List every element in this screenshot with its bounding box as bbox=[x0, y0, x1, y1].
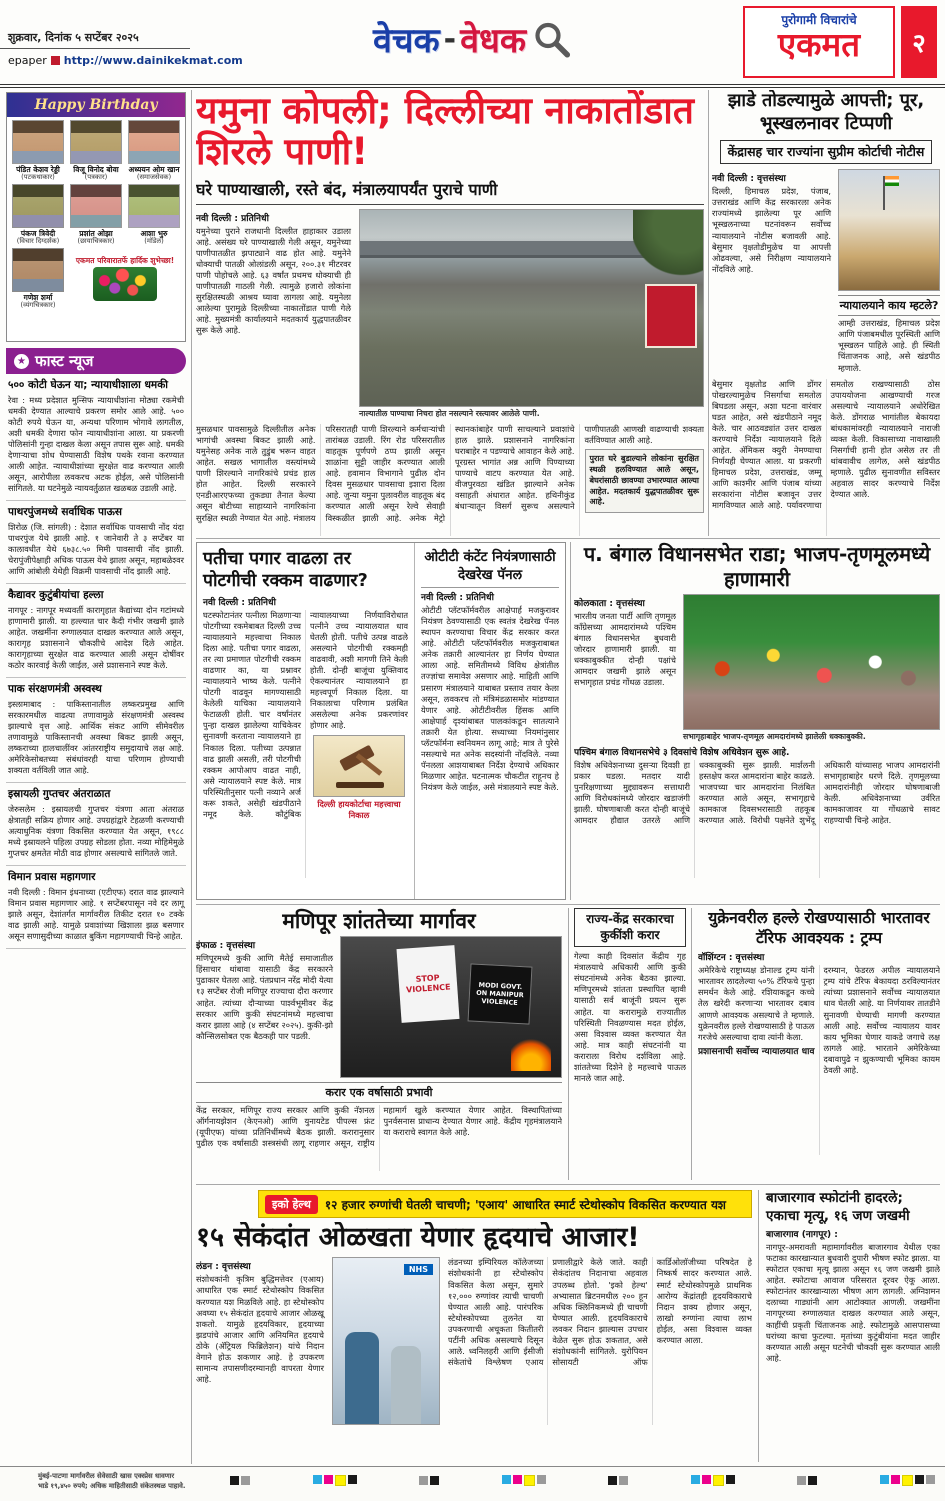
lead-body: यमुनेच्या पुराने राजधानी दिल्लीत हाहाकार उडाला आहे. असंख्य घरे पाण्याखाली गेली असून, यमुनेच्या पाणीपातळीत झपाट्याने वाढ होत आहे. यमुनेने धोक्याची पातळी ओलांडली असून, २००.३१ मीटरवर पाणी पोहोचले आहे. ६३ वर्षांत प्रथमच धोक्याची ही पाणीपातळी गाठली गेली. त्यामुळे हजारो लोकांना सुरक्षितस्थळी आश्रय घ्यावा लागला आहे. यमुनेला आलेल्या पुरामुळे दिल्लीच्या नाकातोंडात पाणी गेले आहे. मुख्यमंत्री कार्यालयाने मदतकार्य युद्धपातळीवर सुरू केले आहे. bbox=[196, 225, 351, 336]
red-signboard bbox=[645, 284, 697, 348]
vertical-rule bbox=[708, 90, 709, 536]
trump-body-text: अमेरिकेचे राष्ट्राध्यक्ष डोनाल्ड ट्रम्प यांनी भारतावर लादलेल्या ५०% टॅरिफचे पुन्हा समर्थन केले आहे. रशियाकडून कच्चे तेल खरेदी करणाऱ्या भारतावर दबाव आणणे आवश्यक असल्याचे ते म्हणाले. युक्रेनवरील हल्ले रोखण्यासाठी हे पाऊल गरजेचे असल्याचा दावा त्यांनी केला. bbox=[698, 965, 815, 1042]
kuki-headline: राज्य-केंद्र सरकारचा कुकींशी करार bbox=[574, 908, 686, 947]
banner-word-left: वेचक bbox=[373, 21, 440, 61]
protest-poster-stop-violence: STOP VIOLENCE bbox=[396, 945, 459, 1023]
birthday-person bbox=[126, 184, 182, 246]
blast-body: नागपूर-अमरावती महामार्गावरील बाजारगाव येथील एका फटाका कारखान्यात बुधवारी दुपारी भीषण स्फोट झाला. या स्फोटात एकाचा मृत्यू झाला असून १६ जण जखमी झाले आहेत. स्फोटाचा आवाज परिसरात दूरवर ऐकू आला. स्फोटानंतर कारखान्याला भीषण आग लागली. अग्निशमन दलाच्या गाड्यांनी आग आटोक्यात आणली. जखमींना नागपूरच्या रुग्णालयात दाखल करण्यात आले असून, काहींची प्रकृती चिंताजनक आहे. स्फोटामुळे आसपासच्या घरांच्या काचा फुटल्या. मृतांच्या कुटुंबीयांना मदत जाहीर करण्यात आली असून घटनेची चौकशी सुरू करण्यात आली आहे. bbox=[766, 1242, 940, 1363]
protest-poster-modi-govt: MODI GOVT. ON MANIPUR VIOLENCE bbox=[468, 964, 533, 1025]
portrait-photo bbox=[128, 120, 180, 164]
birthday-person bbox=[68, 184, 124, 246]
lead-headline: यमुना कोपली; दिल्लीच्या नाकातोंडात शिरले पाणी! bbox=[196, 90, 694, 174]
birthday-wish-card bbox=[68, 248, 182, 310]
fast-news-item bbox=[6, 501, 186, 584]
vertical-rule bbox=[191, 90, 192, 1464]
page-header bbox=[0, 0, 945, 86]
portrait-photo bbox=[12, 248, 64, 292]
blast-headline: बाजारगाव स्फोटांनी हादरले; एकाचा मृत्यू, १६ जण जखमी bbox=[766, 1190, 910, 1224]
fast-news-item-body: रेवा : मध्य प्रदेशात मुन्सिफ न्यायाधीशांना मोठ्या रकमेची धमकी देण्यात आल्याचे प्रकरण समोर आले आहे. ५०० कोटी रुपये घेऊन या, अन्यथा परिणाम भोगावे लागतील, अशी धमकी देणारा फोन न्यायाधीशांना आला. या प्रकरणी पोलिसांनी गुन्हा दाखल केला असून तपास सुरू आहे. धमकी देणाऱ्याचा शोध घेण्यासाठी विशेष पथके रवाना करण्यात आली आहेत. न्यायाधीशांच्या सुरक्षेत वाढ करण्यात आली असून, आरोपीला लवकरच अटक होईल, असे पोलिसांनी सांगितले. या घटनेमुळे न्यायवर्तुळात खळबळ उडाली आहे. bbox=[8, 394, 184, 494]
alimony-body-text: घटस्फोटानंतर पत्नीला मिळणाऱ्या पोटगीच्या रकमेबाबत दिल्ली उच्च न्यायालयाने महत्त्वाचा निकाल दिला आहे. पतीचा पगार वाढला, तर त्या प्रमाणात पोटगीची रक्कम वाढणार का, या प्रश्नावर न्यायालयाने भाष्य केले. पत्नीने पोटगी वाढवून मागण्यासाठी केलेली याचिका न्यायालयाने फेटाळली होती. चार वर्षांनंतर पुन्हा दाखल झालेल्या याचिकेवर सुनावणी करताना न्यायालयाने हा निकाल दिला. पतीच्या उत्पन्नात वाढ झाली असली, तरी पोटगीची रक्कम आपोआप वाढत नाही, असे न्यायालयाने स्पष्ट केले. मात्र परिस्थितीनुसार पत्नी नव्याने अर्ज करू शकते, असेही खंडपीठाने नमूद केले. कौटुंबिक न्यायालयाच्या निर्णयाविरोधात पत्नीने उच्च न्यायालयात धाव घेतली होती. पतीचे उत्पन्न वाढले असल्याने पोटगीची रक्कमही वाढवावी, अशी मागणी तिने केली होती. दोन्ही बाजूंचा युक्तिवाद ऐकल्यानंतर न्यायालयाने हा महत्त्वपूर्ण निकाल दिला. या निकालाचा परिणाम प्रलंबित असलेल्या अनेक प्रकरणांवर होणार आहे. bbox=[203, 609, 408, 819]
heart-headline: १५ सेकंदांत ओळखता येणार हृदयाचे आजार! bbox=[196, 1222, 640, 1253]
supreme-court-photo bbox=[838, 169, 940, 291]
bengal-body-columns: विशेष अधिवेशनाच्या दुसऱ्या दिवशी हा प्रकार घडला. मतदार यादी पुनरिक्षणाच्या मुद्द्यावरून सत्ताधारी आणि विरोधकांमध्ये जोरदार खडाजंगी झाली. घोषणाबाजी करत दोन्ही बाजूंचे आमदार हौद्यात उतरले आणि धक्काबुक्की सुरू झाली. मार्शलनी हस्तक्षेप करत आमदारांना बाहेर काढले. भाजपच्या चार आमदारांना निलंबित करण्यात आले असून, सभागृहाचे कामकाज दिवसभरासाठी तहकूब करण्यात आले. विरोधी पक्षनेते शुभेंदू अधिकारी यांच्यासह भाजप आमदारांनी सभागृहाबाहेर धरणे दिले. तृणमूलच्या आमदारांनीही जोरदार घोषणाबाजी केली. अधिवेशनाच्या उर्वरित कामकाजावर या गोंधळाचे सावट राहण्याची चिन्हे आहेत. bbox=[574, 760, 940, 826]
fast-news-item bbox=[6, 783, 186, 866]
trees-left-column bbox=[712, 169, 831, 373]
fast-news-column bbox=[6, 348, 186, 1462]
person-role: (छायाचित्रकार) bbox=[77, 236, 115, 245]
alimony-headline: पतीचा पगार वाढला तर पोटगीची रक्कम वाढणार? bbox=[203, 549, 368, 591]
person-name: पंकज त्रिवेदी bbox=[20, 228, 56, 238]
gavel-image bbox=[313, 735, 405, 797]
fast-news-item-title: इस्रायली गुप्तचर अंतराळात bbox=[8, 788, 111, 801]
lead-dateline: नवी दिल्ली : प्रतिनिधी bbox=[196, 213, 269, 224]
stethoscope-photo bbox=[332, 1257, 440, 1425]
website-link[interactable]: http://www.dainikekmat.com bbox=[63, 54, 243, 67]
fast-news-item-body: इस्लामाबाद : पाकिस्तानातील लष्करप्रमुख आणि सरकारमधील वाढत्या तणावामुळे संरक्षणमंत्री अस्वस्थ झाल्याचे वृत्त आहे. आर्थिक संकट आणि सीमेवरील तणावामुळे पाकिस्तानची अवस्था बिकट झाली असून, लष्कराच्या हालचालींवर आंतरराष्ट्रीय समुदायाचे लक्ष आहे. अमेरिकेसोबतच्या संबंधांवरही याचा परिणाम होण्याची शक्यता वर्तविली जात आहे. bbox=[8, 698, 184, 776]
portrait-photo bbox=[70, 184, 122, 228]
birthday-person bbox=[10, 248, 66, 310]
trees-shape bbox=[633, 210, 703, 277]
page-footer bbox=[0, 1466, 945, 1501]
ott-body: ओटीटी प्लॅटफॉर्मवरील आक्षेपार्ह मजकुरावर नियंत्रण ठेवण्यासाठी एक स्वतंत्र देखरेख पॅनल स्थापन करण्याचा विचार केंद्र सरकार करत आहे. ओटीटी प्लॅटफॉर्मवरील मजकुराबाबत अनेक तक्रारी आल्यानंतर हा निर्णय घेण्यात आला आहे. समितीमध्ये विविध क्षेत्रांतील तज्ज्ञांचा समावेश असणार आहे. माहिती आणि प्रसारण मंत्रालयाने याबाबत प्रस्ताव तयार केला असून, लवकरच तो मंत्रिमंडळासमोर मांडण्यात येणार आहे. ओटीटीवरील हिंसक आणि आक्षेपार्ह दृश्यांबाबत पालकांकडून सातत्याने तक्रारी येत होत्या. सध्याच्या नियमांनुसार प्लॅटफॉर्मना स्वनियमन लागू आहे; मात्र ते पुरेसे नसल्याचे मत अनेक सदस्यांनी नोंदविले. नव्या पॅनलला आशयाबाबत निर्देश देण्याचे अधिकार मिळणार आहेत. घटनात्मक चौकटीत राहूनच हे नियंत्रण केले जाईल, असे मंत्रालयाने स्पष्ट केले. bbox=[421, 605, 559, 793]
bengal-content bbox=[574, 594, 940, 742]
trees-story bbox=[712, 90, 940, 536]
trees-quote-body: आम्ही उत्तराखंड, हिमाचल प्रदेश आणि पंजाबमधील पूरस्थिती आणि भूस्खलन पाहिले आहे. ही स्थिती चिंताजनक आहे, असे खंडपीठ म्हणाले. bbox=[838, 318, 940, 373]
epaper-row bbox=[8, 54, 243, 67]
trump-body-columns bbox=[698, 965, 940, 1155]
banner-separator: - bbox=[443, 21, 457, 57]
blast-story bbox=[758, 1190, 940, 1462]
person-name: अध्ययन ओम खान bbox=[128, 165, 180, 174]
manipur-body: मणिपूरमध्ये कुकी आणि मैतेई समाजातील हिंसाचार थांबावा यासाठी केंद्र सरकारने पुढाकार घेतला आहे. पंतप्रधान नरेंद्र मोदी येत्या १३ सप्टेंबर रोजी मणिपूर राज्याचा दौरा करणार आहेत. त्यांच्या दौऱ्याच्या पार्श्वभूमीवर केंद्र सरकार आणि कुकी संघटनांमध्ये महत्त्वाचा करार झाला आहे (४ सप्टेंबर २०२५). कुकी-झो कौन्सिलसोबत एक बैठकही पार पडली. bbox=[196, 953, 333, 1041]
gavel-base-shape bbox=[336, 782, 384, 788]
gavel-caption: दिल्ली हायकोर्टाचा महत्त्वाचा निकाल bbox=[317, 799, 401, 821]
person-role: (समाजसेवक) bbox=[136, 173, 172, 181]
fast-news-item-title: कैद्यावर कुटुंबीयांचा हल्ला bbox=[8, 589, 104, 602]
fast-news-header bbox=[6, 348, 186, 374]
manipur-subhead: करार एक वर्षासाठी प्रभावी bbox=[196, 1082, 562, 1103]
fast-news-item-title: पाथरपुंजमध्ये सर्वाधिक पाऊस bbox=[8, 506, 122, 519]
bengal-subhead: पश्चिम बंगाल विधानसभेचे ३ दिवसांचे विशेष अधिवेशन सुरू आहे. bbox=[574, 748, 790, 759]
fast-news-item-body: नागपूर : नागपूर मध्यवर्ती कारागृहात कैद्यांच्या दोन गटांमध्ये हाणामारी झाली. या हल्ल्यात चार कैदी गंभीर जखमी झाले आहेत. जखमींना रुग्णालयात दाखल करण्यात आले असून, कारागृह प्रशासनाने चौकशीचे आदेश दिले आहेत. कारागृहाच्या सुरक्षेत वाढ करण्यात आली असून दोषींवर कठोर कारवाई केली जाईल, असे प्रशासनाने स्पष्ट केले. bbox=[8, 604, 184, 671]
lead-inset-box: पुरात घरे बुडाल्याने लोकांना सुरक्षित स्थळी हलविण्यात आले असून, बेघरांसाठी छावण्या उभारण्यात आल्या आहेत. मदतकार्य युद्धपातळीवर सुरू आहे. bbox=[585, 449, 705, 513]
trump-headline: युक्रेनवरील हल्ले रोखण्यासाठी भारतावर टॅरिफ आवश्यक : ट्रम्प bbox=[708, 909, 930, 948]
ott-story bbox=[415, 543, 565, 899]
portrait-photo bbox=[12, 120, 64, 164]
fast-news-item bbox=[6, 678, 186, 783]
vertical-rule bbox=[570, 542, 571, 900]
trees-headline: झाडे तोडल्यामुळे आपत्ती; पूर, भूस्खलनावर टिप्पणी bbox=[727, 90, 925, 134]
assembly-photo-caption: सभागृहाबाहेर भाजप-तृणमूल आमदारांमध्ये झालेली धक्काबुक्की. bbox=[683, 732, 866, 741]
kuki-story bbox=[568, 908, 692, 1180]
person-role: (विचार दिग्दर्शक) bbox=[16, 236, 60, 245]
lead-content bbox=[196, 209, 704, 419]
bengal-body: भारतीय जनता पार्टी आणि तृणमूल काँग्रेसच्या आमदारांमध्ये पश्चिम बंगाल विधानसभेत बुधवारी जोरदार हाणामारी झाली. या धक्काबुक्कीत दोन्ही पक्षांचे आमदार जखमी झाले असून सभागृहात प्रचंड गोंधळ उडाला. bbox=[574, 611, 676, 688]
trump-story bbox=[698, 908, 940, 1180]
fast-news-item bbox=[6, 374, 186, 501]
heart-dateline: लंडन : वृत्तसंस्था bbox=[196, 1262, 251, 1273]
person-name: गणेश शर्मा bbox=[23, 292, 53, 302]
manipur-headline: मणिपूर शांततेच्या मार्गावर bbox=[282, 909, 476, 933]
person-role: (मॉडेल) bbox=[144, 236, 164, 245]
lead-photo-column bbox=[359, 209, 704, 419]
reg-mark-cluster bbox=[608, 1476, 628, 1485]
portrait-photo bbox=[128, 184, 180, 228]
lead-body-text: मुसळधार पावसामुळे दिल्लीतील अनेक भागांची अवस्था बिकट झाली आहे. यमुनेसह अनेक नाले तुडुंब भरून वाहत आहेत. सखल भागातील वस्त्यांमध्ये पाणी शिरल्याने नागरिकांचे प्रचंड हाल होत आहेत. दिल्ली सरकारने एनडीआरएफच्या तुकड्या तैनात केल्या असून बोटीच्या साहाय्याने नागरिकांना सुरक्षित स्थळी नेण्यात येत आहे. मंत्रालय परिसरातही पाणी शिरल्याने कर्मचाऱ्यांची तारांबळ उडाली. रिंग रोड परिसरातील वाहतूक पूर्णपणे ठप्प झाली असून शाळांना सुट्टी जाहीर करण्यात आली आहे. हवामान विभागाने पुढील दोन दिवस मुसळधार पावसाचा इशारा दिला आहे. जुन्या यमुना पुलावरील वाहतूक बंद करण्यात आली असून रेल्वे सेवाही विस्कळीत झाली आहे. अनेक मेट्रो स्थानकांबाहेर पाणी साचल्याने प्रवाशांचे हाल झाले. प्रशासनाने नागरिकांना घराबाहेर न पडण्याचे आवाहन केले आहे. पूरग्रस्त भागांत अन्न आणि पिण्याच्या पाण्याचे वाटप करण्यात येत आहे. वीजपुरवठा खंडित झाल्याने अनेक वसाहती अंधारात आहेत. हथिनीकुंड बंधाऱ्यातून विसर्ग सुरूच असल्याने पाणीपातळी आणखी वाढण्याची शक्यता वर्तविण्यात आली आहे. bbox=[196, 424, 704, 523]
bengal-dateline: कोलकाता : वृत्तसंस्था bbox=[574, 599, 645, 609]
footer-line-2: भाडे १९,४५० रुपये; अधिक माहितीसाठी संकेतस्थळ पाहावे. bbox=[38, 1481, 186, 1490]
heart-content bbox=[196, 1257, 752, 1425]
person-role: (पत्रकार) bbox=[84, 173, 108, 181]
eco-health-label: इको हेल्थ bbox=[265, 1195, 318, 1214]
fire-shape bbox=[511, 1037, 551, 1071]
bengal-headline: प. बंगाल विधानसभेत राडा; भाजप-तृणमूलमध्ये हाणामारी bbox=[583, 542, 931, 591]
birthday-box bbox=[6, 92, 186, 342]
manipur-dateline: इंफाळ : वृत्तसंस्था bbox=[196, 941, 256, 952]
protest-photo bbox=[340, 936, 562, 1078]
nhs-logo: NHS bbox=[404, 1264, 433, 1275]
person-name: प्रशांत ओझा bbox=[79, 228, 113, 238]
manipur-body-columns: केंद्र सरकार, मणिपूर राज्य सरकार आणि कुकी नॅशनल ऑर्गनायझेशन (केएनओ) आणि युनायटेड पीपल्स फ्रंट (यूपीएफ) यांच्या प्रतिनिधींमध्ये बैठक झाली. करारानुसार पुढील एक वर्षासाठी शस्त्रसंधी लागू राहणार असून, राष्ट्रीय महामार्ग खुले करण्यात येणार आहेत. विस्थापितांच्या पुनर्वसनास प्राधान्य देण्यात येणार आहे. केंद्रीय गृहमंत्रालयाने या कराराचे स्वागत केले आहे. bbox=[196, 1105, 562, 1149]
fast-news-item bbox=[6, 584, 186, 678]
heart-left-column bbox=[196, 1257, 324, 1425]
footer-line-1: मुंबई-पाटणा मार्गावरील सेवेसाठी खास एक्स्प्रेस धावणार bbox=[38, 1472, 175, 1480]
patient-silhouette bbox=[391, 1346, 421, 1424]
birthday-person bbox=[10, 120, 66, 182]
trees-notice-box: केंद्रासह चार राज्यांना सुप्रीम कोर्टाची नोटीस bbox=[720, 140, 932, 164]
heart-story bbox=[196, 1222, 752, 1462]
alimony-story bbox=[197, 543, 415, 899]
reg-mark-cluster bbox=[880, 1475, 935, 1486]
bengal-left-column bbox=[574, 594, 676, 742]
banner-word-right: वेधक bbox=[460, 21, 526, 61]
eco-health-banner bbox=[258, 1190, 752, 1218]
heart-body-columns: लंडनच्या इम्पिरियल कॉलेजच्या संशोधकांनी हा स्टेथोस्कोप विकसित केला असून, सुमारे १२,००० रुग्णांवर त्याची चाचणी घेण्यात आली आहे. पारंपरिक स्टेथोस्कोपच्या तुलनेत या उपकरणाची अचूकता कितीतरी पटींनी अधिक असल्याचे दिसून आले. ध्वनिलहरी आणि ईसीजी संकेतांचे विश्लेषण एआय प्रणालीद्वारे केले जाते. काही सेकंदांतच निदानाचा अहवाल उपलब्ध होतो. 'इको हेल्थ' अभ्यासात ब्रिटनमधील २०० हून अधिक क्लिनिकमध्ये ही चाचणी घेण्यात आली. हृदयविकाराचे लवकर निदान झाल्यास उपचार वेळेत सुरू होऊ शकतात, असे संशोधकांनी सांगितले. युरोपियन सोसायटी ऑफ कार्डिओलॉजीच्या परिषदेत हे निष्कर्ष सादर करण्यात आले. स्मार्ट स्टेथोस्कोपमुळे प्राथमिक आरोग्य केंद्रांतही हृदयविकाराचे निदान शक्य होणार असून, लाखो रुग्णांना त्याचा लाभ होईल, असा विश्वास व्यक्त करण्यात आला. bbox=[448, 1257, 752, 1367]
horizontal-rule bbox=[196, 1184, 940, 1185]
portrait-photo bbox=[12, 184, 64, 228]
reg-mark-cluster bbox=[230, 1476, 250, 1485]
assembly-scuffle-photo bbox=[683, 594, 940, 730]
trees-subhead: न्यायालयाने काय म्हटले? bbox=[838, 295, 940, 316]
trump-body-text-2: दरम्यान, फेडरल अपील न्यायालयाने ट्रम्प यांचे टॅरिफ बेकायदा ठरविल्यानंतर त्यांच्या प्रशासनाने सर्वोच्च न्यायालयात धाव घेतली आहे. या निर्णयावर तातडीने सुनावणी घेण्याची मागणी करण्यात आली आहे. सर्वोच्च न्यायालय यावर काय भूमिका घेणार याकडे जगाचे लक्ष लागले आहे. भारताने अमेरिकेच्या दबावापुढे न झुकण्याची भूमिका कायम ठेवली आहे. bbox=[823, 965, 940, 1075]
page-number: २ bbox=[901, 6, 937, 78]
person-role: (पटकथाकार) bbox=[21, 173, 55, 181]
header-double-rule bbox=[0, 84, 945, 88]
masthead-title: एकमत bbox=[777, 25, 861, 64]
date-line: शुक्रवार, दिनांक ५ सप्टेंबर २०२५ bbox=[8, 31, 139, 44]
fast-news-item-body: शिरोळ (जि. सांगली) : देशात सर्वाधिक पावसाची नोंद यंदा पाथरपुंज येथे झाली आहे. १ जानेवारी ते ३ सप्टेंबर या कालावधीत येथे ६७३८.५० मिमी पावसाची नोंद झाली. चेरापुंजीपेक्षाही अधिक पाऊस येथे झाला असून, महाबळेश्वर आणि आंबोली येथेही विक्रमी पावसाची नोंद झाली आहे. bbox=[8, 521, 184, 577]
lead-left-column bbox=[196, 209, 351, 419]
fast-news-item-title: ५०० कोटी घेऊन या; न्यायाधीशाला धमकी bbox=[8, 379, 168, 391]
fast-news-title: फास्ट न्यूज bbox=[35, 352, 94, 370]
flood-photo-caption: नाल्यातील पाण्याचा निचरा होत नसल्याने रस्त्यावर आलेले पाणी. bbox=[359, 408, 540, 418]
portrait-photo bbox=[70, 120, 122, 164]
trees-body-columns: बेसुमार वृक्षतोड आणि डोंगर पोखरल्यामुळेच निसर्गाचा समतोल बिघडला असून, अशा घटना वारंवार घडत आहेत, असे खंडपीठाने नमूद केले. चार आठवड्यांत उत्तर दाखल करण्याचे निर्देश न्यायालयाने दिले आहेत. ॲमिकस क्युरी नेमण्याचा निर्णयही घेण्यात आला. या प्रकरणी हिमाचल प्रदेश, उत्तराखंड, जम्मू आणि काश्मीर आणि पंजाब यांच्या सरकारांना नोटीस बजावून उत्तर मागविण्यात आले आहे. पर्यावरणाचा समतोल राखण्यासाठी ठोस उपाययोजना आखण्याची गरज असल्याचे न्यायालयाने अधोरेखित केले. डोंगराळ भागांतील बेकायदा बांधकामांवरही न्यायालयाने नाराजी व्यक्त केली. विकासाच्या नावाखाली निसर्गाची हानी होत असेल तर ती थांबवावीच लागेल, असे खंडपीठ म्हणाले. पुढील सुनावणीत सविस्तर अहवाल सादर करण्याचे निर्देश देण्यात आले. bbox=[712, 378, 940, 511]
epaper-icon bbox=[51, 56, 60, 65]
reg-mark-cluster bbox=[502, 1475, 546, 1486]
bouquet-image bbox=[93, 267, 157, 301]
fast-news-item-body: जेरुसलेम : इस्रायलची गुप्तचर यंत्रणा आता अंतराळ क्षेत्रातही सक्रिय होणार आहे. उपग्रहांद्वारे टेहळणी करण्याची अत्याधुनिक यंत्रणा विकसित करण्यात येत असून, १९८८ मध्ये इस्रायलने पहिला उपग्रह सोडला होता. नव्या मोहिमेमुळे गुप्तचर क्षमतेत मोठी वाढ होणार असल्याचे सांगितले जाते. bbox=[8, 803, 184, 859]
horizontal-rule bbox=[196, 904, 940, 905]
masthead bbox=[743, 6, 895, 78]
horizontal-rule bbox=[196, 538, 940, 539]
trees-body: दिल्ली, हिमाचल प्रदेश, पंजाब, उत्तराखंड आणि केंद्र सरकारला अनेक राज्यांमध्ये झालेल्या पूर आणि भूस्खलनाच्या घटनांवरून सर्वोच्च न्यायालयाने नोटीस बजावली आहे. बेसुमार वृक्षतोडीमुळेच या आपत्ती ओढवल्या, असे निरीक्षण न्यायालयाने नोंदविले आहे. bbox=[712, 186, 831, 274]
birthday-person bbox=[126, 120, 182, 182]
lead-body-columns bbox=[196, 424, 704, 536]
registration-marks bbox=[230, 1475, 935, 1486]
kuki-body: गेल्या काही दिवसांत केंद्रीय गृह मंत्रालयाचे अधिकारी आणि कुकी संघटनांमध्ये अनेक बैठका झाल्या. मणिपूरमध्ये शांतता प्रस्थापित व्हावी यासाठी सर्व बाजूंनी प्रयत्न सुरू आहेत. या करारामुळे राज्यातील परिस्थिती निवळण्यास मदत होईल, असा विश्वास व्यक्त करण्यात येत आहे. मात्र काही संघटनांनी या कराराला विरोध दर्शविला आहे. शांततेच्या दिशेने हे महत्त्वाचे पाऊल मानले जात आहे. bbox=[574, 951, 686, 1083]
header-rule bbox=[0, 48, 190, 49]
reg-mark-cluster bbox=[691, 1475, 735, 1486]
alimony-body-columns bbox=[203, 610, 408, 878]
blast-dateline: बाजारगाव (नागपूर) : bbox=[766, 1230, 838, 1241]
fast-news-item-body: नवी दिल्ली : विमान इंधनाच्या (एटीएफ) दरात वाढ झाल्याने विमान प्रवास महागणार आहे. १ सप्टेंबरपासून नवे दर लागू झाले असून, देशांतर्गत मार्गावरील तिकीट दरात १० टक्के वाढ झाली आहे. यामुळे प्रवाशांच्या खिशाला झळ बसणार असून सणासुदीच्या काळात बुकिंग महागण्याची चिन्हे आहेत. bbox=[8, 886, 184, 942]
birthday-person bbox=[10, 184, 66, 246]
trump-subhead: प्रशासनाची सर्वोच्च न्यायालयात धाव bbox=[698, 1046, 815, 1057]
gavel-inset bbox=[310, 735, 408, 820]
trees-right-column bbox=[838, 169, 940, 373]
bengal-photo-column bbox=[683, 594, 940, 742]
trees-dateline: नवी दिल्ली : वृत्तसंस्था bbox=[712, 174, 786, 185]
trump-dateline: वॉशिंग्टन : वृत्तसंस्था bbox=[698, 953, 765, 964]
manipur-left-column bbox=[196, 936, 333, 1078]
bengal-story bbox=[574, 542, 940, 900]
doctor-silhouette bbox=[345, 1332, 379, 1424]
birthday-grid bbox=[7, 117, 185, 312]
masthead-tagline: पुरोगामी विचारांचे bbox=[781, 13, 857, 27]
lead-story bbox=[196, 90, 704, 536]
epaper-label: epaper bbox=[8, 54, 47, 67]
ott-headline: ओटीटी कंटेंट नियंत्रणासाठी देखरेख पॅनल bbox=[421, 549, 559, 588]
trees-content bbox=[712, 169, 940, 373]
fast-news-item bbox=[6, 866, 186, 949]
footer-text bbox=[38, 1472, 186, 1491]
lead-subhead: घरे पाण्याखाली, रस्ते बंद, मंत्रालयापर्यंत पुराचे पाणी bbox=[196, 178, 704, 205]
ott-dateline: नवी दिल्ली : प्रतिनिधी bbox=[421, 593, 494, 604]
birthday-person bbox=[68, 120, 124, 182]
person-name: आशा भुरु bbox=[140, 228, 168, 238]
section-banner bbox=[373, 16, 572, 62]
fast-news-item-title: पाक संरक्षणमंत्री अस्वस्थ bbox=[8, 683, 102, 696]
eco-health-text: १२ हजार रुग्णांची घेतली चाचणी; 'एआय' आधारित स्मार्ट स्टेथोस्कोप विकसित करण्यात यश bbox=[324, 1197, 726, 1212]
person-name: विजू विनोद बोवा bbox=[73, 165, 119, 174]
magnifier-icon bbox=[530, 18, 572, 60]
manipur-content bbox=[196, 936, 562, 1078]
alimony-dateline: नवी दिल्ली : प्रतिनिधी bbox=[203, 597, 276, 608]
mid-story-box bbox=[196, 542, 566, 900]
reg-mark-cluster bbox=[797, 1476, 817, 1485]
birthday-title: Happy Birthday bbox=[7, 93, 185, 117]
reg-mark-cluster bbox=[313, 1475, 357, 1486]
heart-body: संशोधकांनी कृत्रिम बुद्धिमत्तेवर (एआय) आधारित एक स्मार्ट स्टेथोस्कोप विकसित करण्यात यश मिळविले आहे. हा स्टेथोस्कोप अवघ्या १५ सेकंदांत हृदयाचे आजार ओळखू शकतो. यामुळे हृदयविकार, हृदयाच्या झडपांचे आजार आणि अनियमित हृदयाचे ठोके (ॲट्रियल फिब्रिलेशन) यांचे निदान वेगाने होऊ शकणार आहे. हे उपकरण सामान्य तपासणीदरम्यानही वापरता येणार आहे. bbox=[196, 1274, 324, 1384]
fast-news-icon: ★ bbox=[14, 354, 29, 369]
person-role: (व्यंगचित्रकार) bbox=[20, 300, 56, 309]
birthday-wish-text: एकमत परिवारातर्फे हार्दिक शुभेच्छा! bbox=[75, 255, 175, 265]
india-flag-icon bbox=[885, 176, 899, 186]
fast-news-item-title: विमान प्रवास महागणार bbox=[8, 871, 96, 884]
flood-photo bbox=[359, 209, 704, 407]
manipur-story bbox=[196, 908, 562, 1180]
reg-mark-cluster bbox=[419, 1476, 439, 1485]
person-name: पंडित केशव रेड्डी bbox=[16, 165, 60, 174]
